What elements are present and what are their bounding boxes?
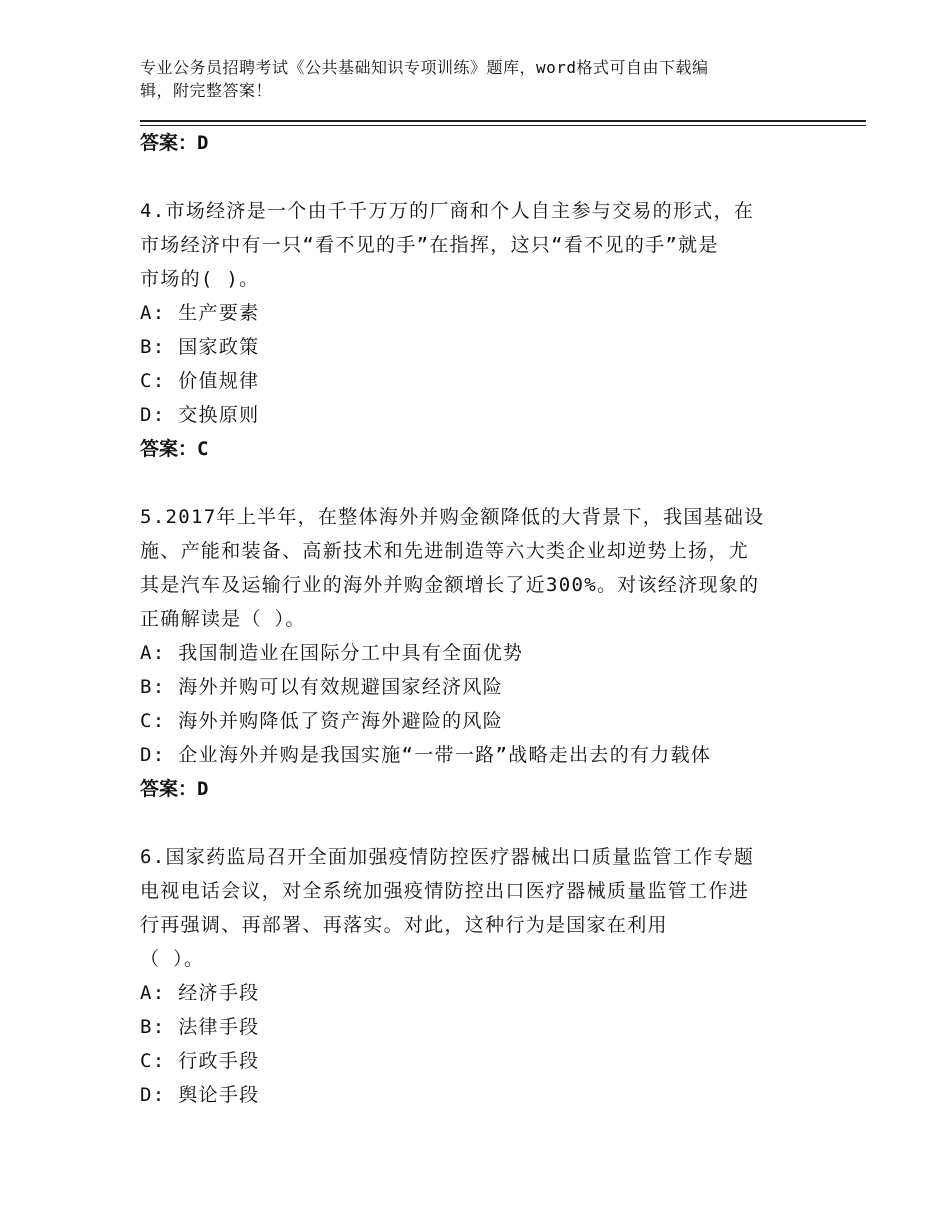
option-d: D: 舆论手段: [140, 1084, 260, 1106]
question-text-line: 市场经济中有一只“看不见的手”在指挥，这只“看不见的手”就是: [140, 234, 719, 256]
option-d: D: 企业海外并购是我国实施“一带一路”战略走出去的有力载体: [140, 744, 712, 766]
option-a: A: 我国制造业在国际分工中具有全面优势: [140, 642, 524, 664]
question-text-line: 行再强调、再部署、再落实。对此，这种行为是国家在利用: [140, 914, 668, 936]
question-text-line: 6.国家药监局召开全面加强疫情防控医疗器械出口质量监管工作专题: [140, 846, 755, 868]
option-d: D: 交换原则: [140, 404, 260, 426]
option-c: C: 价值规律: [140, 370, 260, 392]
option-c: C: 行政手段: [140, 1050, 260, 1072]
header-divider-thick: [140, 120, 866, 122]
previous-answer: 答案：D: [140, 132, 209, 154]
question-text-line: 施、产能和装备、高新技术和先进制造等六大类企业却逆势上扬，尤: [140, 540, 750, 562]
question-text-line: 电视电话会议，对全系统加强疫情防控出口医疗器械质量监管工作进: [140, 880, 750, 902]
question-4: [140, 194, 820, 466]
question-text-line: 正确解读是（ ）。: [140, 608, 306, 630]
answer: 答案：D: [140, 778, 209, 800]
question-5: [140, 500, 820, 806]
answer: 答案：C: [140, 438, 209, 460]
option-a: A: 经济手段: [140, 982, 260, 1004]
header-line-1: 专业公务员招聘考试《公共基础知识专项训练》题库，word格式可自由下载编: [140, 58, 709, 77]
option-c: C: 海外并购降低了资产海外避险的风险: [140, 710, 504, 732]
question-6: [140, 840, 820, 1112]
question-text-line: 4.市场经济是一个由千千万万的厂商和个人自主参与交易的形式，在: [140, 200, 755, 222]
question-text-line: 其是汽车及运输行业的海外并购金额增长了近300%。对该经济现象的: [140, 574, 760, 596]
header-line-2: 辑，附完整答案！: [140, 81, 273, 100]
page-header: [140, 56, 820, 102]
question-text-line: （ ）。: [140, 948, 205, 970]
question-list: [140, 126, 820, 1112]
option-a: A: 生产要素: [140, 302, 260, 324]
option-b: B: 海外并购可以有效规避国家经济风险: [140, 676, 504, 698]
question-text-line: 市场的( )。: [140, 268, 260, 290]
option-b: B: 法律手段: [140, 1016, 260, 1038]
option-b: B: 国家政策: [140, 336, 260, 358]
question-text-line: 5.2017年上半年，在整体海外并购金额降低的大背景下，我国基础设: [140, 506, 765, 528]
